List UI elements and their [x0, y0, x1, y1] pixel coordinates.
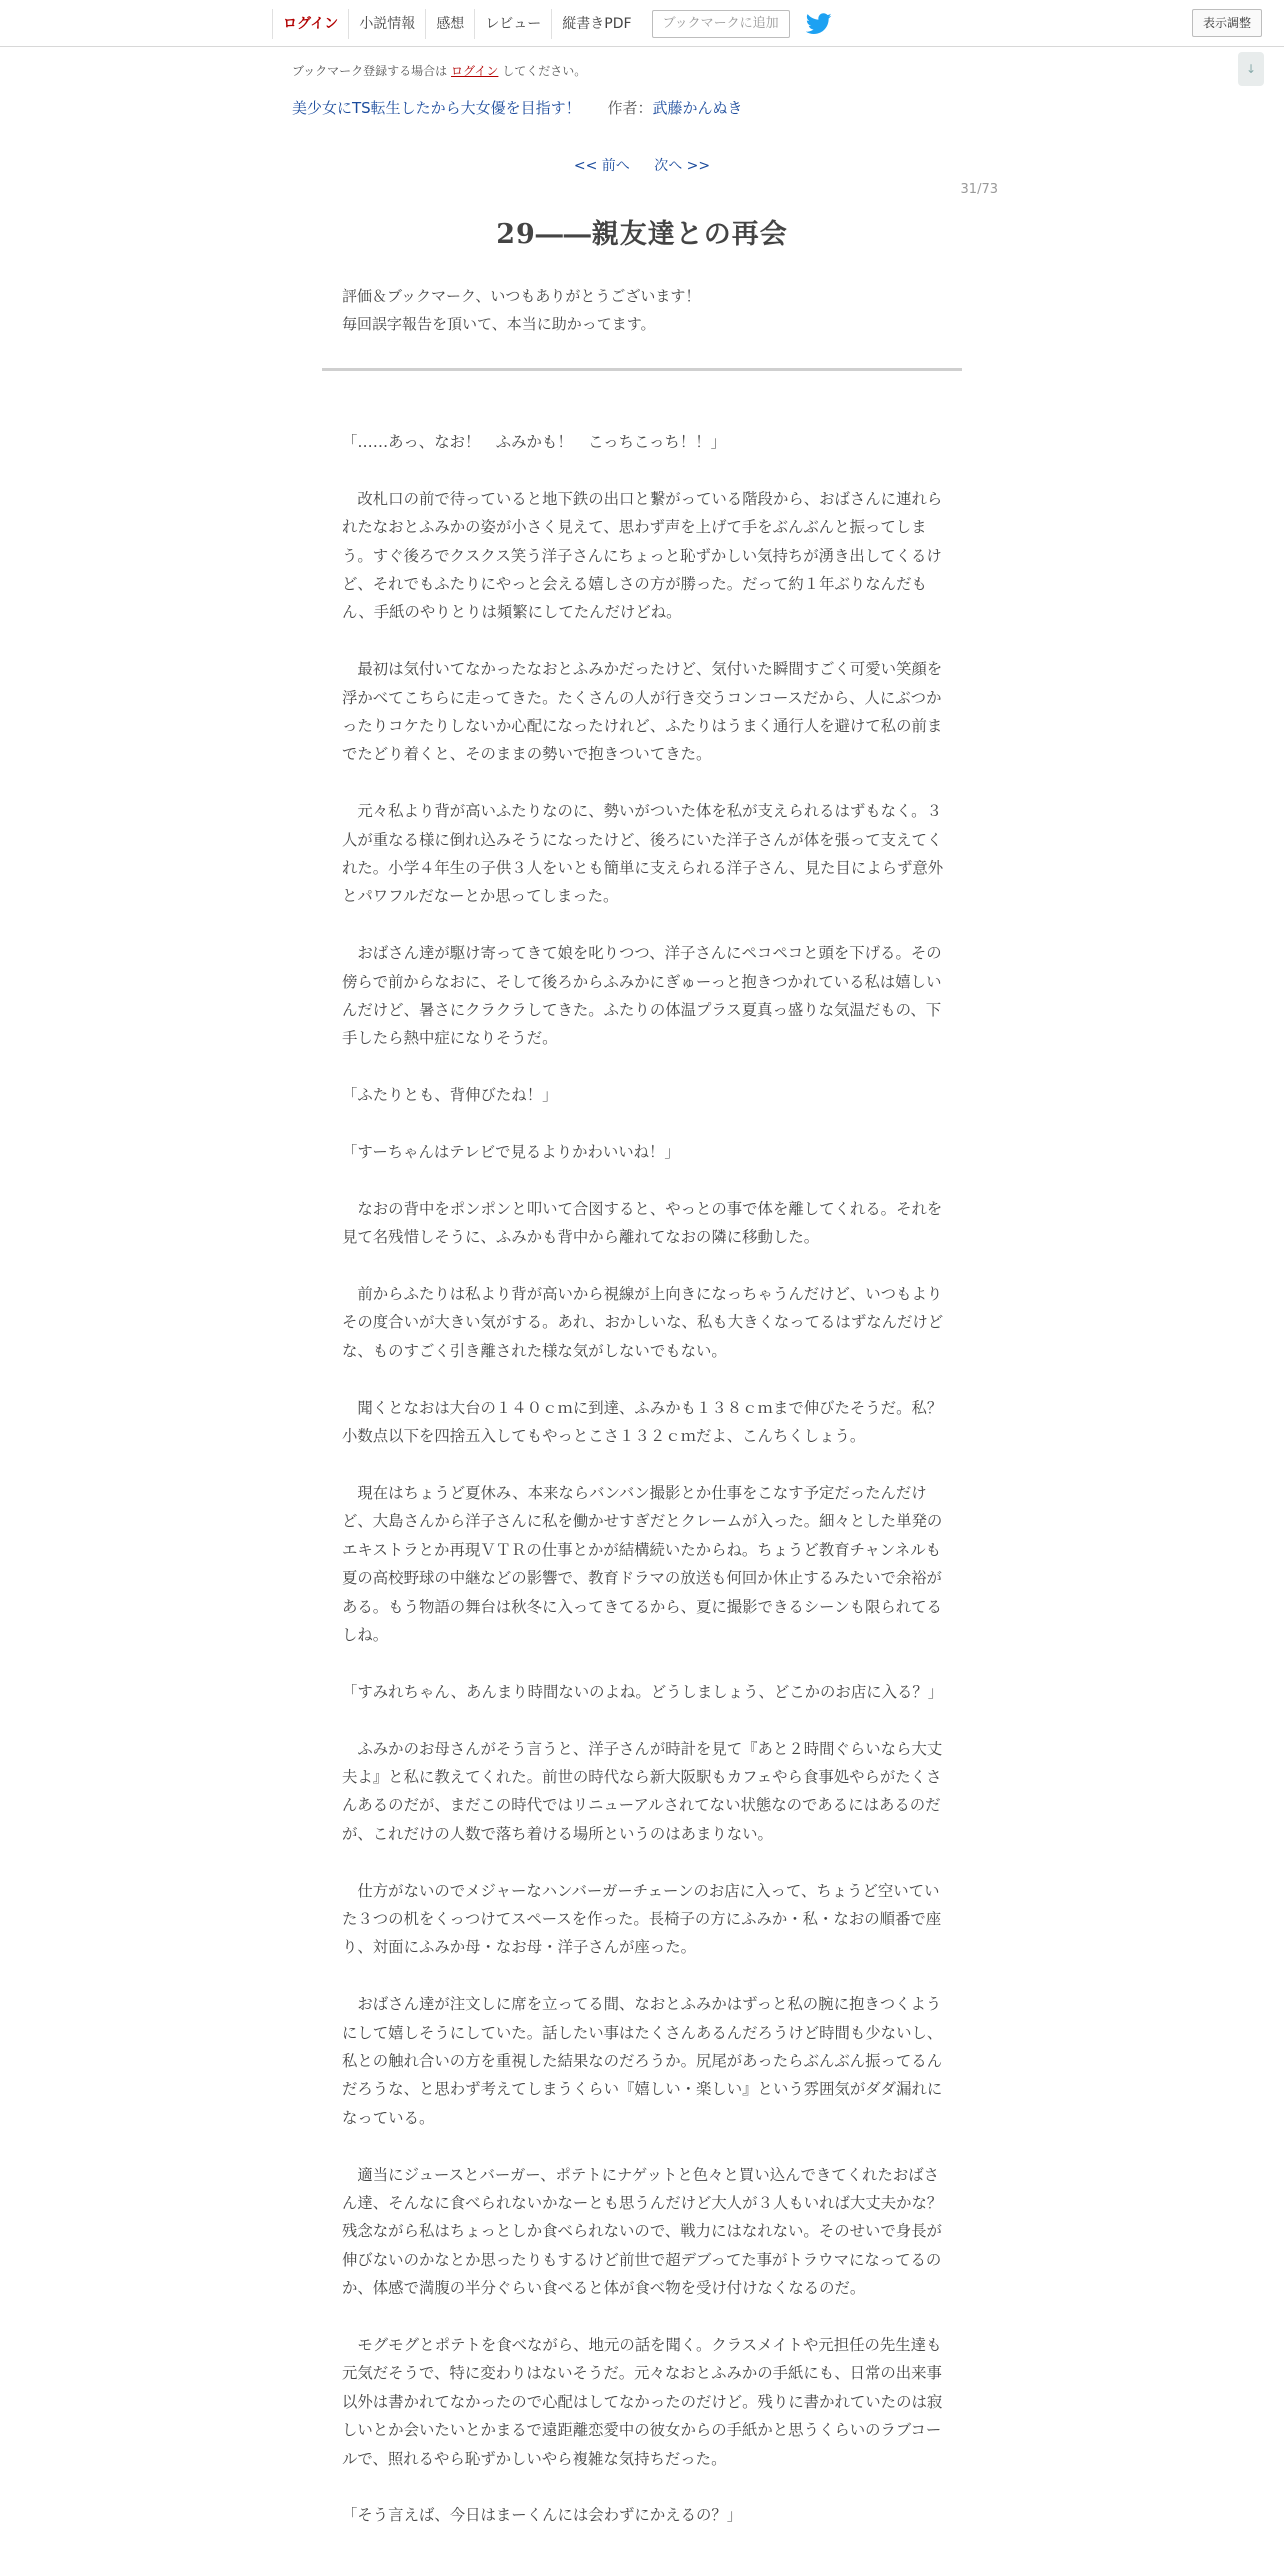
body-paragraph: 前からふたりは私より背が高いから視線が上向きになっちゃうんだけど、いつもよりその度合いが大きい気がする。あれ、おかしいな、私も大きくなってるはずなんだけどな、ものすごく引き離された様な気がしないでもない。: [342, 1285, 944, 1360]
body-paragraph: 「……あっ、なお！ ふみかも！ こっちこっち！！」: [342, 433, 726, 451]
nav-novel-info[interactable]: 小説情報: [348, 9, 425, 39]
body-paragraph: 改札口の前で待っていると地下鉄の出口と繋がっている階段から、おばさんに連れられたなおとふみかの姿が小さく見えて、思わず声を上げて手をぶんぶんと振ってしまう。すぐ後ろでクスクス笑う洋子さんにちょっと恥ずかしい気持ちが湧き出してくるけど、それでもふたりにやっと会える嬉しさの方が勝った。だって約１年ぶりなんだもん、手紙のやりとりは頻繁にしてたんだけどね。: [342, 489, 943, 622]
body-paragraph: モグモグとポテトを食べながら、地元の話を聞く。クラスメイトや元担任の先生達も元気だそうで、特に変わりはないそうだ。元々なおとふみかの手紙にも、日常の出来事以外は書かれてなかったので心配はしてなかったのだけど。残りに書かれていたのは寂しいとか会いたいとかまるで遠距離恋愛中の彼女からの手紙かと思うくらいのラブコールで、照れるやら恥ずかしいやら複雑な気持ちだった。: [342, 2335, 943, 2468]
author-link[interactable]: 武藤かんぬき: [652, 99, 743, 117]
body-paragraph: 「すみれちゃん、あんまり時間ないのよね。どうしましょう、どこかのお店に入る？」: [342, 1682, 944, 1701]
add-bookmark-button[interactable]: ブックマークに追加: [652, 10, 790, 38]
body-paragraph: 現在はちょうど夏休み、本来ならバンバン撮影とか仕事をこなす予定だったんだけど、大島さんから洋子さんに私を働かせすぎだとクレームが入った。細々とした単発のエキストラとか再現ＶＴＲの仕事とかが結構続いたからね。ちょうど教育チャンネルも夏の高校野球の中継などの影響で、教育ドラマの放送も何回か休止するみたいで余裕がある。もう物語の舞台は秋冬に入ってきてるから、夏に撮影できるシーンも限られてるしね。: [342, 1483, 943, 1644]
notice-suffix: してください。: [502, 64, 587, 78]
body-paragraph: ふみかのお母さんがそう言うと、洋子さんが時計を見て『あと２時間ぐらいなら大丈夫よ』と私に教えてくれた。前世の時代なら新大阪駅もカフェやら食事処やらがたくさんあるのだが、まだこの時代ではリニューアルされてない状態なのであるにはあるのだが、これだけの人数で落ち着ける場所というのはあまりない。: [342, 1739, 943, 1843]
body-paragraph: 「ふたりとも、背伸びたね！」: [342, 1086, 558, 1105]
preface: [342, 282, 962, 338]
body-paragraph: おばさん達が駆け寄ってきて娘を叱りつつ、洋子さんにペコペコと頭を下げる。その傍らで前からなおに、そして後ろからふみかにぎゅーっと抱きつかれている私は嬉しいんだけど、暑さにクラクラしてきた。ふたりの体温プラス夏真っ盛りな気温だもの、下手したら熱中症になりそうだ。: [342, 944, 942, 1048]
top-header: [0, 0, 1284, 47]
author-label: 作者：: [607, 99, 653, 117]
bookmark-notice: [292, 62, 586, 79]
preface-line: 評価＆ブックマーク、いつもありがとうございます！: [342, 287, 701, 305]
body-paragraph: 元々私より背が高いふたりなのに、勢いがついた体を私が支えられるはずもなく。３人が重なる様に倒れ込みそうになったけど、後ろにいた洋子さんが体を張って支えてくれた。小学４年生の子供３人をいとも簡単に支えられる洋子さん、見た目によらず意外とパワフルだなーとか思ってしまった。: [342, 802, 944, 906]
nav-login[interactable]: ログイン: [272, 9, 348, 39]
next-chapter-link[interactable]: 次へ >>: [654, 158, 711, 174]
body-paragraph: 「そう言えば、今日はまーくんには会わずにかえるの？」: [342, 2506, 743, 2525]
series-title-link[interactable]: 美少女にTS転生したから大女優を目指す！: [292, 99, 581, 117]
chapter-body: [342, 428, 958, 2558]
twitter-icon[interactable]: [806, 13, 832, 35]
body-paragraph: 適当にジュースとバーガー、ポテトにナゲットと色々と買い込んできてくれたおばさん達、そんなに食べられないかなーとも思うんだけど大人が３人もいれば大丈夫かな？ 残念ながら私はちょっとしか食べられないので、戦力にはなれない。そのせいで身長が伸びないのかなとか思ったりもするけど前世で超デブってた事がトラウマになってるのか、体感で満腹の半分ぐらい食べると体が食べ物を受け付けなくなるのだ。: [342, 2165, 958, 2298]
display-settings-button[interactable]: 表示調整: [1192, 9, 1262, 37]
chapter-pager: [0, 155, 1284, 175]
prev-chapter-link[interactable]: << 前へ: [573, 158, 630, 174]
body-paragraph: 仕方がないのでメジャーなハンバーガーチェーンのお店に入って、ちょうど空いていた３つの机をくっつけてスペースを作った。長椅子の方にふみか・私・なおの順番で座り、対面にふみか母・なお母・洋子さんが座った。: [342, 1881, 942, 1957]
chapter-count: 31/73: [960, 182, 998, 197]
nav-vertical-pdf[interactable]: 縦書きPDF: [551, 9, 641, 39]
nav-impressions[interactable]: 感想: [425, 9, 474, 39]
preface-line: 毎回誤字報告を頂いて、本当に助かってます。: [342, 315, 656, 333]
body-paragraph: 「すーちゃんはテレビで見るよりかわいいね！」: [342, 1143, 680, 1162]
notice-login-link[interactable]: ログイン: [451, 64, 499, 78]
chapter-title: 29――親友達との再会: [496, 219, 788, 250]
series-info: [292, 97, 743, 118]
body-paragraph: 聞くとなおは大台の１４０ｃｍに到達、ふみかも１３８ｃｍまで伸びたそうだ。私？ 小数点以下を四捨五入してもやっとこさ１３２ｃｍだよ、こんちくしょう。: [342, 1398, 958, 1446]
scroll-down-button[interactable]: ↓: [1238, 52, 1264, 86]
body-paragraph: おばさん達が注文しに席を立ってる間、なおとふみかはずっと私の腕に抱きつくようにして嬉しそうにしていた。話したい事はたくさんあるんだろうけど時間も少ないし、私との触れ合いの方を重視した結果なのだろうか。尻尾があったらぶんぶん振ってるんだろうな、と思わず考えてしまうくらい『嬉しい・楽しい』という雰囲気がダダ漏れになっている。: [342, 1995, 943, 2127]
divider: [322, 368, 962, 371]
notice-prefix: ブックマーク登録する場合は: [292, 64, 448, 78]
nav-bar: [272, 8, 832, 40]
body-paragraph: なおの背中をポンポンと叩いて合図すると、やっとの事で体を離してくれる。それを見て名残惜しそうに、ふみかも背中から離れてなおの隣に移動した。: [342, 1199, 943, 1247]
body-paragraph: 最初は気付いてなかったなおとふみかだったけど、気付いた瞬間すごく可愛い笑顔を浮かべてこちらに走ってきた。たくさんの人が行き交うコンコースだから、人にぶつかったりコケたりしないか心配になったけれど、ふたりはうまく通行人を避けて私の前までたどり着くと、そのままの勢いで抱きついてきた。: [342, 660, 943, 764]
nav-review[interactable]: レビュー: [474, 9, 551, 39]
